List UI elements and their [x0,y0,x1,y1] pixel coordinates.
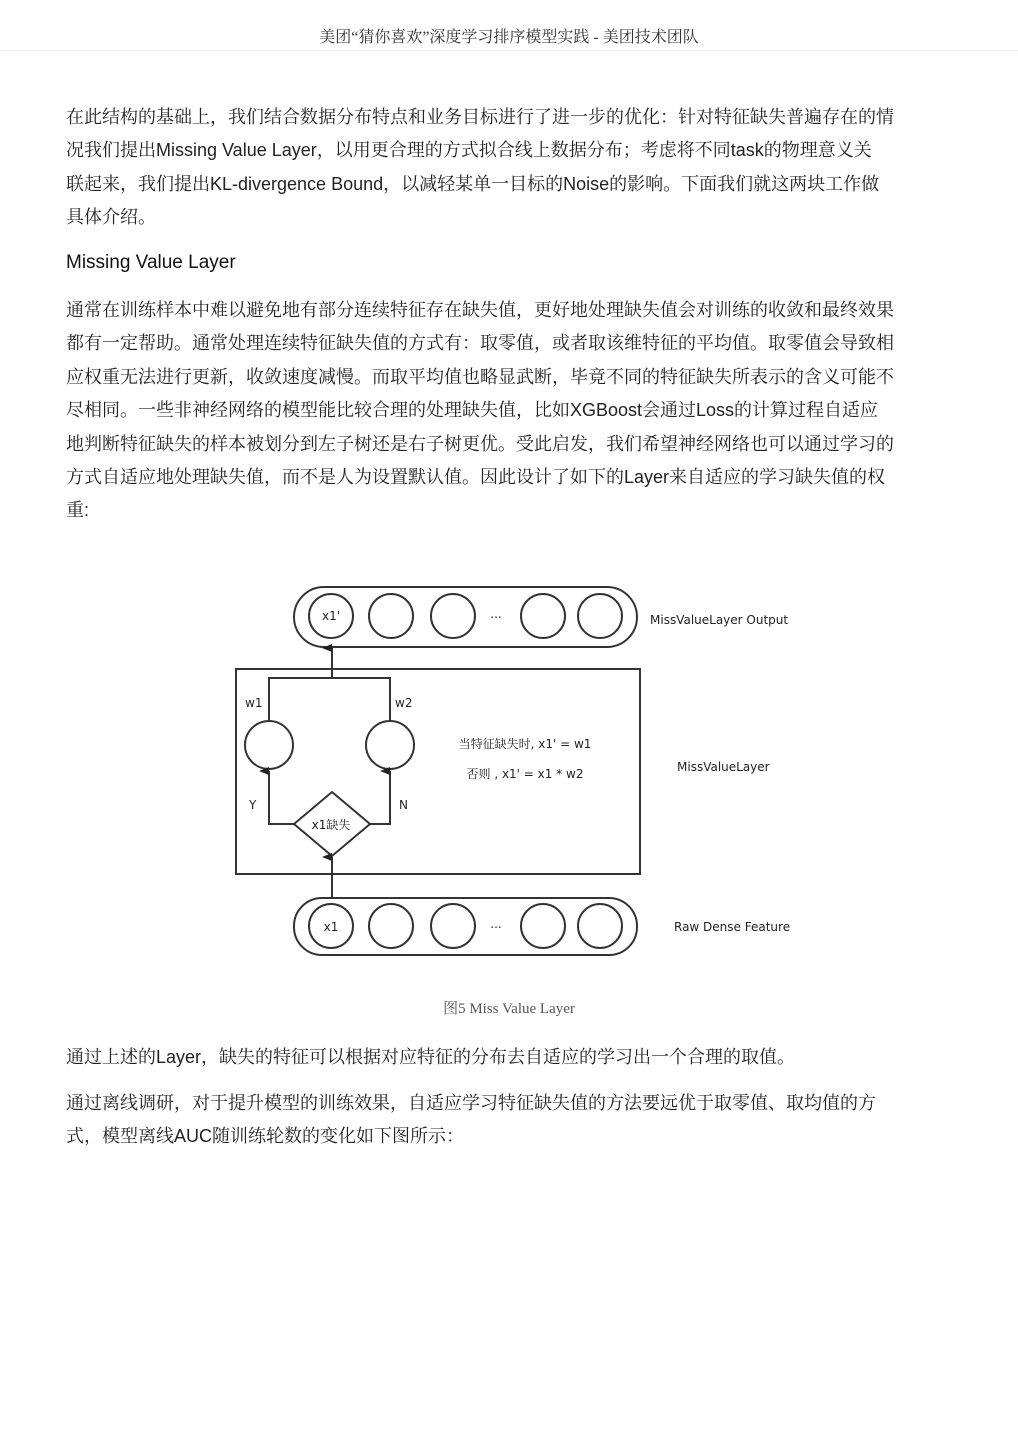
text-line: 况我们提出Missing Value Layer，以用更合理的方式拟合线上数据分布；考虑将不同task的物理意义关 [66,140,872,161]
layer-label: MissValueLayer [677,760,770,774]
input-layer-capsule [294,898,637,955]
after-paragraph-2 [66,1087,956,1154]
output-node [521,594,565,638]
input-node [369,904,413,948]
figure-caption: 图5 Miss Value Layer [443,1001,575,1017]
text-line: 应权重无法进行更新，收敛速度减慢。而取平均值也略显武断，毕竟不同的特征缺失所表示的含义可能不 [66,366,894,387]
rule-missing: 当特征缺失时, x1' = w1 [458,737,592,751]
input-layer-label: Raw Dense Feature [674,920,791,934]
ellipsis: ... [490,917,502,931]
input-node [578,904,622,948]
text-line: 方式自适应地处理缺失值，而不是人为设置默认值。因此设计了如下的Layer来自适应的学习缺失值的权 [66,467,886,488]
text-line: 在此结构的基础上，我们结合数据分布特点和业务目标进行了进一步的优化：针对特征缺失普遍存在的情 [66,107,894,127]
w1-label: w1 [245,696,263,710]
input-node-label: x1 [323,920,339,934]
input-node [521,904,565,948]
input-node [431,904,475,948]
text-line: 重: [66,500,90,521]
page-header-title: 美团“猜你喜欢”深度学习排序模型实践 - 美团技术团队 [319,29,699,46]
text-line: 尽相同。一些非神经网络的模型能比较合理的处理缺失值，比如XGBoost会通过Loss的计算过程自适应 [66,400,879,421]
text-line: 式，模型离线AUC随训练轮数的变化如下图所示： [66,1126,465,1147]
output-node-label: x1' [321,609,341,623]
text-line: 通常在训练样本中难以避免地有部分连续特征存在缺失值，更好地处理缺失值会对训练的收敛和最终效果 [66,300,894,320]
output-layer-label: MissValueLayer Output [650,613,789,627]
text-line: 都有一定帮助。通常处理连续特征缺失值的方式有：取零值，或者取该维特征的平均值。取零值会导致相 [66,333,894,354]
text-line: 具体介绍。 [66,207,156,228]
text-line: 联起来，我们提出KL-divergence Bound，以减轻某单一目标的Noise的影响。下面我们就这两块工作做 [66,173,880,194]
text-line: 地判断特征缺失的样本被划分到左子树还是右子树更优。受此启发，我们希望神经网络也可以通过学习的 [66,433,894,454]
output-node [578,594,622,638]
text-line: 通过上述的Layer，缺失的特征可以根据对应特征的分布去自适应的学习出一个合理的取值。 [66,1047,796,1067]
text-line: 通过离线调研，对于提升模型的训练效果，自适应学习特征缺失值的方法要远优于取零值、取均值的方 [66,1093,876,1113]
w2-label: w2 [395,696,413,710]
decision-label: x1缺失 [311,818,351,832]
ellipsis: ... [490,607,502,621]
output-node [369,594,413,638]
no-label: N [399,798,408,812]
after-paragraph-1 [66,1041,956,1074]
output-node [431,594,475,638]
output-layer-capsule [294,587,637,647]
section-heading: Missing Value Layer [66,252,236,273]
w1-node [245,721,293,769]
w2-node [366,721,414,769]
yes-label: Y [249,798,257,812]
rule-otherwise: 否则 , x1' = x1 * w2 [466,767,584,781]
